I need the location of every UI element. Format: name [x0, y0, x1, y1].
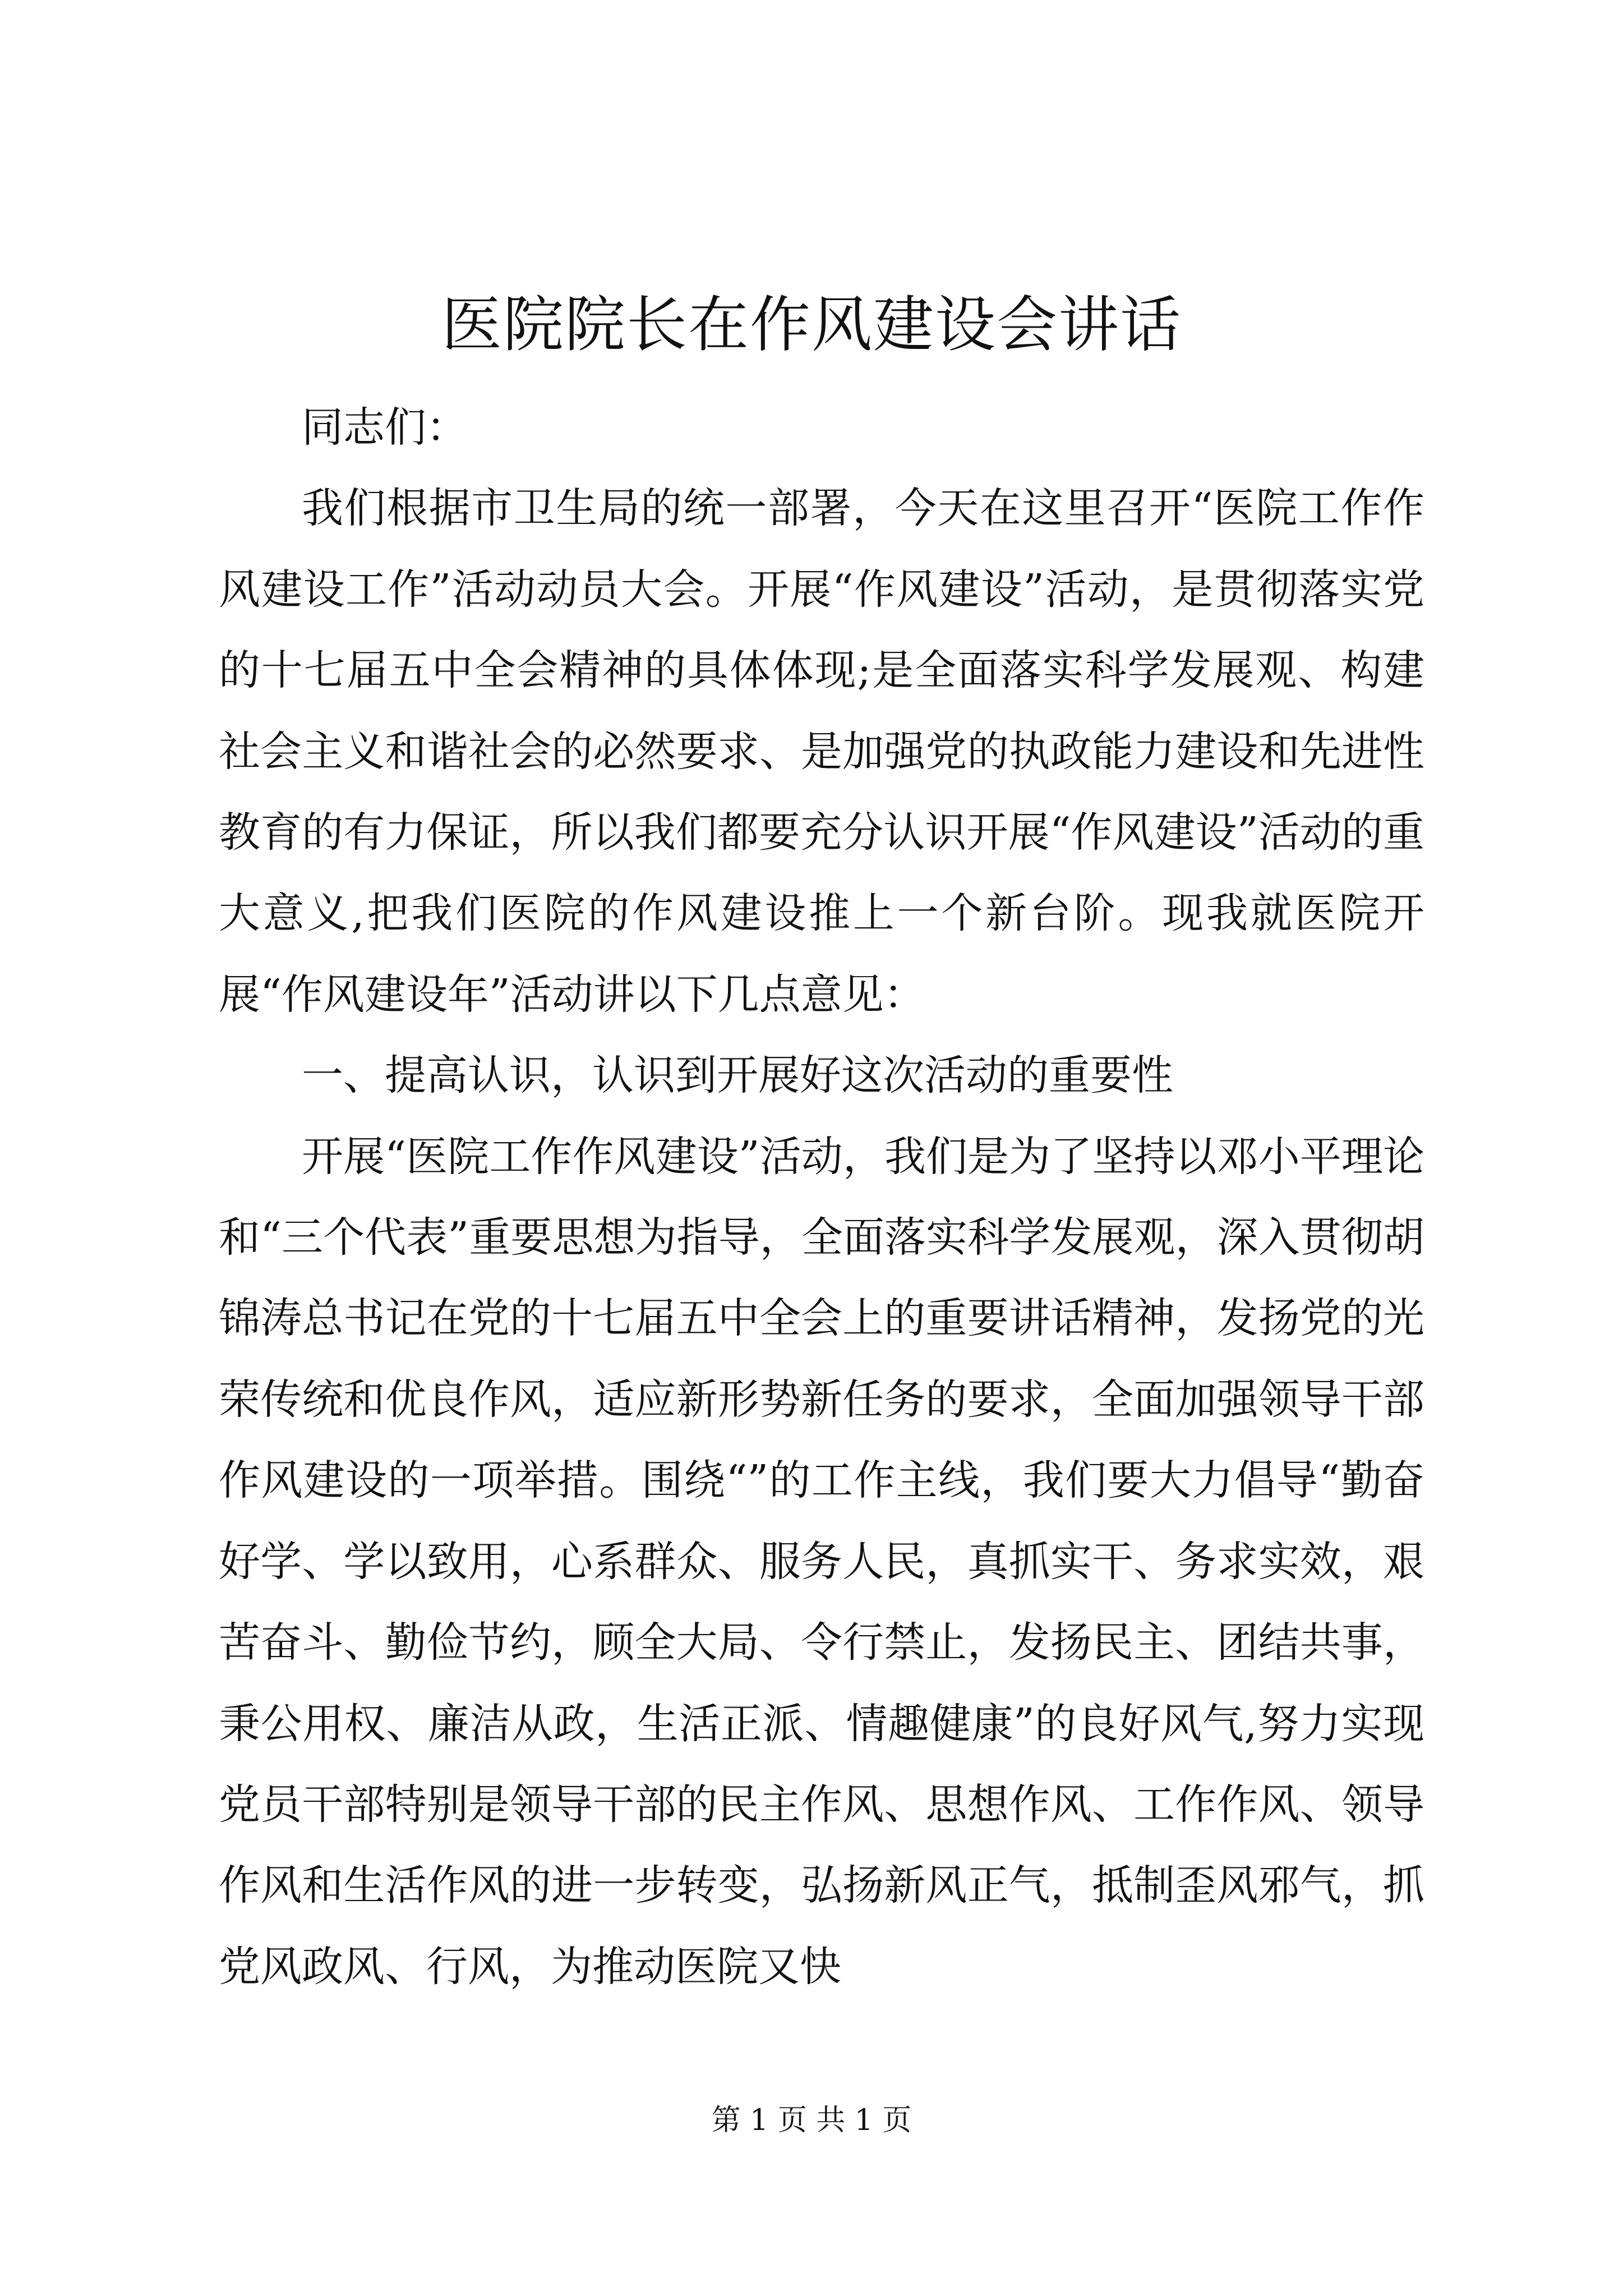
- section-heading: 一、提高认识，认识到开展好这次活动的重要性: [302, 1051, 1173, 1100]
- document-body: [219, 387, 1424, 2007]
- page-footer: 第 1 页 共 1 页: [711, 2104, 912, 2137]
- document-title: 医院院长在作风建设会讲话: [441, 290, 1182, 360]
- salutation: 同志们：: [302, 403, 468, 452]
- body-paragraph: 我们根据市卫生局的统一部署，今天在这里召开“医院工作作风建设工作”活动动员大会。开展“作风建设”活动，是贯彻落实党的十七届五中全会精神的具体体现;是全面落实科学发展观、构建社会主义和谐社会的必然要求、是加强党的执政能力建设和先进性教育的有力保证，所以我们都要充分认识开展“作风建设”活动的重大意义,把我们医院的作风建设推上一个新台阶。现我就医院开展“作风建设年”活动讲以下几点意见：: [219, 484, 1424, 1019]
- body-paragraph: 开展“医院工作作风建设”活动，我们是为了坚持以邓小平理论和“三个代表”重要思想为指导，全面落实科学发展观，深入贯彻胡锦涛总书记在党的十七届五中全会上的重要讲话精神，发扬党的光荣传统和优良作风，适应新形势新任务的要求，全面加强领导干部作风建设的一项举措。围绕“”的工作主线，我们要大力倡导“勤奋好学、学以致用，心系群众、服务人民，真抓实干、务求实效，艰苦奋斗、勤俭节约，顾全大局、令行禁止，发扬民主、团结共事，秉公用权、廉洁从政，生活正派、情趣健康”的良好风气,努力实现党员干部特别是领导干部的民主作风、思想作风、工作作风、领导作风和生活作风的进一步转变，弘扬新风正气，抵制歪风邪气，抓党风政风、行风，为推动医院又快: [219, 1132, 1424, 1991]
